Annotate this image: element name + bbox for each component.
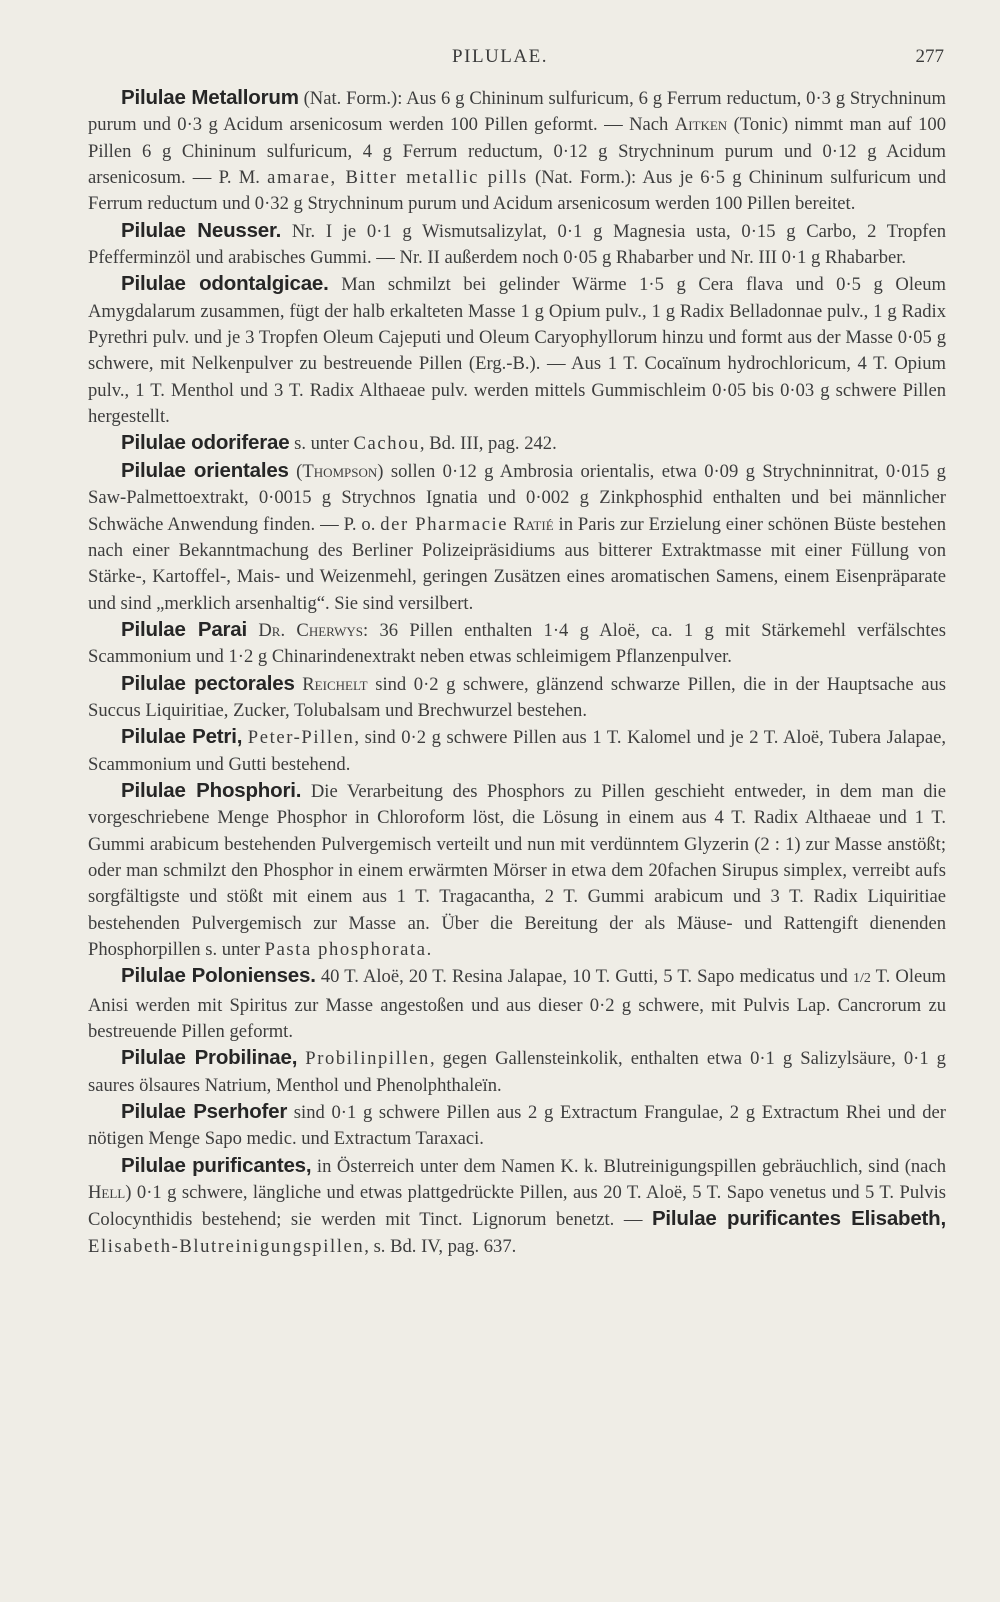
spaced-term: Cachou bbox=[353, 433, 420, 455]
entry-text: s. unter bbox=[289, 433, 354, 455]
spaced-term: der Pharmacie bbox=[380, 513, 509, 535]
entry-neusser bbox=[88, 218, 946, 272]
author-name: Hell bbox=[88, 1182, 126, 1204]
entry-pectorales bbox=[88, 671, 946, 725]
entry-text: : 36 Pillen enthalten 1·4 g Aloë, ca. 1 g mit Stärkemehl verfälschtes Scammonium und 1·2 g Chinarindenextrakt neben etwas schleimigem Pflanzenpulver. bbox=[88, 619, 946, 668]
spaced-term: Pasta phosphorata bbox=[264, 939, 427, 960]
entry-text: ( bbox=[288, 460, 303, 482]
headword: Pilulae Metallorum bbox=[121, 86, 299, 109]
entry-phosphori bbox=[88, 778, 946, 963]
headword: Pilulae Polonienses. bbox=[121, 964, 316, 988]
text-body bbox=[88, 85, 946, 1260]
headword: Pilulae Parai bbox=[121, 617, 248, 641]
headword: Pilulae orientales bbox=[121, 458, 289, 482]
entry-odoriferae bbox=[88, 430, 946, 457]
entry-metallorum bbox=[88, 85, 946, 218]
entry-text: (Nat. Form.): Aus je 6·5 g Chininum sulfuricum und Ferrum reductum und 0·32 g Strychninum purum und Acidum arsenicosum werden 100 Pillen bereitet. bbox=[88, 167, 947, 215]
entry-text: T. Oleum Anisi werden mit Spiritus zur Masse angestoßen und aus dieser 0·2 g schwere, mit Pulvis Lap. Cancrorum zu bestreuende Pillen geformt. bbox=[88, 966, 946, 1043]
entry-text: in Österreich unter dem Namen K. k. Blutreinigungspillen gebräuchlich, sind (nach bbox=[311, 1155, 946, 1177]
entry-text: . bbox=[426, 939, 432, 960]
entry-text: , s. Bd. IV, pag. 637. bbox=[364, 1235, 517, 1257]
entry-text: Man schmilzt bei gelinder Wärme 1·5 g Cera flava und 0·5 g Oleum Amygdalarum zusammen, fügt der halb erkalteten Masse 1 g Opium pulv., 1 g Radix Belladonnae pulv., 1 g Radix Pyrethri pulv. und je 3 Tropfen Oleum Cajeputi und Oleum Caryophyllorum hinzu und formt aus der Masse 0·05 g schwere, mit Nelkenpulver zu bestreuende Pillen (Erg.-B.). — Aus 1 T. Cocaïnum hydrochloricum, 4 T. Opium pulv., 1 T. Menthol und 3 T. Radix Althaeae pulv. werden mittels Gummischleim 0·05 bis 0·03 g schwere Pillen hergestellt. bbox=[88, 274, 946, 428]
entry-text: ) 0·1 g schwere, längliche und etwas plattgedrückte Pillen, aus 20 T. Aloë, 5 T. Sapo venetus und 5 T. Pulvis Colocynthidis bestehend; sie werden mit Tinct. Lignorum benetzt. — bbox=[88, 1182, 946, 1231]
headword: Pilulae Neusser. bbox=[121, 218, 282, 242]
entry-text: , sind 0·2 g schwere Pillen aus 1 T. Kalomel und je 2 T. Aloë, Tubera Jalapae, Scammonium und Gutti bestehend. bbox=[88, 727, 946, 775]
entry-purificantes bbox=[88, 1153, 946, 1260]
headword: Pilulae odontalgicae. bbox=[121, 272, 329, 296]
entry-text: , Bd. III, pag. 242. bbox=[419, 433, 557, 455]
spaced-term: amarae, Bitter metallic pills bbox=[267, 167, 528, 189]
spaced-term: Elisabeth-Blutreinigungspillen bbox=[88, 1235, 365, 1257]
author-name: Aitken bbox=[674, 114, 728, 136]
entry-text: in Paris zur Erzielung einer schönen Büste bestehen nach einer Bekanntmachung des Berliner Polizeipräsidiums aus bitterer Extraktmasse mit einer Füllung von Stärke-, Kartoffel-, Mais- und Weizenmehl, geringen Zusätzen eines aromatischen Samens, einem Eisenpräparate und sind „merklich arsenhaltig“. Sie sind versilbert. bbox=[88, 513, 946, 614]
entry-text: (Tonic) nimmt man auf 100 Pillen 6 g Chininum sulfuricum, 4 g Ferrum reductum, 0·12 g Strychninum purum und 0·12 g Acidum arsenicosum. — P. M. bbox=[88, 114, 946, 189]
entry-text: , gegen Gallensteinkolik, enthalten etwa 0·1 g Salizylsäure, 0·1 g saures ölsaures Natrium, Menthol und Phenolphthaleïn. bbox=[88, 1048, 946, 1096]
author-name: Dr. Cherwys bbox=[258, 619, 363, 641]
headword: Pilulae purificantes, bbox=[121, 1153, 312, 1177]
fraction: 1/2 bbox=[852, 971, 871, 987]
headword: Pilulae Phosphori. bbox=[121, 778, 302, 802]
entry-text: sind 0·2 g schwere, glänzend schwarze Pillen, die in der Hauptsache aus Succus Liquiritiae, Zucker, Tolubalsam und Brechwurzel bestehen. bbox=[88, 673, 947, 721]
headword: Pilulae odoriferae bbox=[121, 431, 290, 455]
entry-text: sind 0·1 g schwere Pillen aus 2 g Extractum Frangulae, 2 g Extractum Rhei und der nötigen Menge Sapo medic. und Extractum Taraxaci. bbox=[88, 1102, 946, 1150]
running-title: PILULAE. bbox=[452, 46, 548, 67]
entry-odontalgicae bbox=[88, 271, 946, 430]
entry-probilinae bbox=[88, 1045, 946, 1099]
entry-pserhofer bbox=[88, 1099, 946, 1153]
entry-text bbox=[247, 620, 258, 641]
entry-text: (Nat. Form.): Aus 6 g Chininum sulfuricum, 6 g Ferrum reductum, 0·3 g Strychninum purum und 0·3 g Acidum arsenicosum werden 100 Pillen geformt. — Nach bbox=[88, 88, 947, 136]
headword: Pilulae purificantes Elisabeth, bbox=[651, 1207, 946, 1231]
headword: Pilulae Pserhofer bbox=[121, 1100, 288, 1124]
spaced-term: Probilinpillen bbox=[305, 1048, 430, 1070]
author-name: Thompson bbox=[302, 460, 378, 482]
author-name: Ratié bbox=[513, 513, 554, 535]
author-name: Reichelt bbox=[302, 673, 368, 695]
headword: Pilulae Probilinae, bbox=[121, 1046, 298, 1070]
entry-orientales bbox=[88, 458, 946, 617]
headword: Pilulae Petri, bbox=[121, 725, 243, 749]
entry-parai bbox=[88, 617, 946, 671]
entry-text: Die Verarbeitung des Phosphors zu Pillen geschieht entweder, in dem man die vorgeschriebene Menge Phosphor in Chloroform löst, die Lösung in einem aus 4 T. Radix Althaeae und 1 T. Gummi arabicum bestehenden Pulvergemisch verteilt und nun mit verdünntem Glyzerin (2 : 1) zur Masse anstößt; oder man schmilzt den Phosphor in einem erwärmten Mörser in etwa dem 20fachen Sirupus simplex, verreibt aufs sorgfältigste und stößt mit einem aus 1 T. Tragacantha, 2 T. Gummi arabicum und 3 T. Radix Liquiritiae bestehenden Pulvergemisch zur Masse an. Über die Bereitung der als Mäuse- und Rattengift dienenden Phosphorpillen s. unter bbox=[88, 780, 946, 960]
entry-petri bbox=[88, 724, 946, 778]
entry-text: Nr. I je 0·1 g Wismutsalizylat, 0·1 g Magnesia usta, 0·15 g Carbo, 2 Tropfen Pfefferminzöl und arabisches Gummi. — Nr. II außerdem noch 0·05 g Rhabarber und Nr. III 0·1 g Rhabarber. bbox=[88, 220, 946, 269]
entry-polonienses bbox=[88, 963, 946, 1045]
headword: Pilulae pectorales bbox=[121, 671, 295, 695]
spaced-term: Peter-Pillen bbox=[247, 727, 355, 749]
entry-text: ) sollen 0·12 g Ambrosia orientalis, etwa 0·09 g Strychninnitrat, 0·015 g Saw-Palmettoextrakt, 0·0015 g Strychnos Ignatia und 0·002 g Zinkphosphid enthalten und bei männlicher Schwäche Anwendung finden. — P. o. bbox=[88, 460, 946, 535]
entry-text: 40 T. Aloë, 20 T. Resina Jalapae, 10 T. Gutti, 5 T. Sapo medicatus und bbox=[315, 966, 853, 988]
page-number: 277 bbox=[915, 46, 944, 67]
